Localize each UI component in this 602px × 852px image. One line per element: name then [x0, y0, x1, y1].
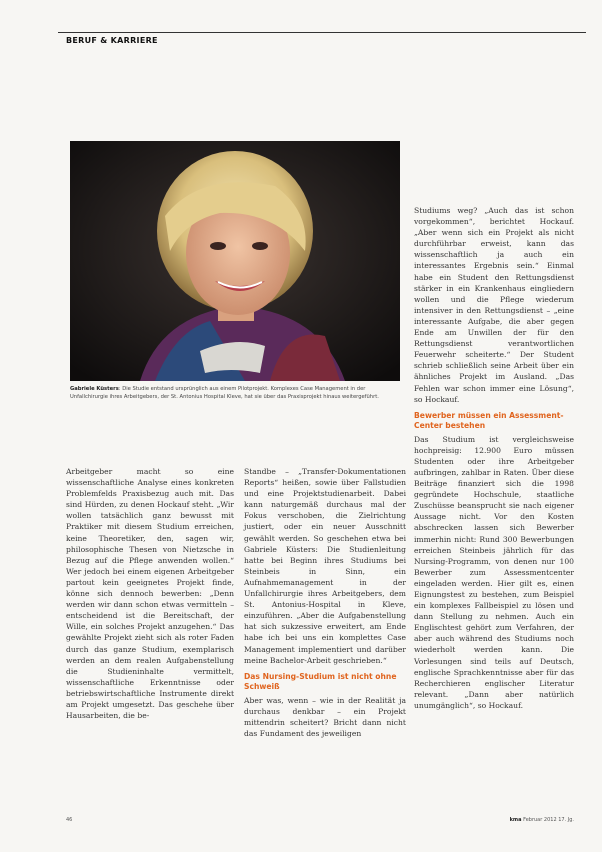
- right-paragraph: Studiums weg? „Auch das ist schon vorgekommen“, berichtet Hockauf. „Aber wenn sich ein Projekt als nicht durchführbar erweist, kann das wissenschaftlich ja auch ein interessantes Ergebnis sein.“ Einmal habe ein Student den Rettungsdienst stärker in ein Krankenhaus eingliedern wollen und die Pflege wiederum intensiver in den Rettungsdienst – „eine interessante Aufgabe, die aber gegen Ende am Unwillen der für den Rettungsdienst verantwortlichen Feuerwehr scheiterte.“ Der Student schrieb schließlich seine Arbeit über ein ähnliches Projekt im Ausland. „Das Fehlen war schon immer eine Lösung“, so Hockauf.: [414, 206, 574, 404]
- volume-label: 17. Jg.: [558, 817, 574, 823]
- middle-paragraph: Standbe – „Transfer-Dokumentationen Reports“ heißen, sowie über Fallstudien und eine Projektstudienarbeit. Dabei kann naturgemäß durchaus mal der Fokus verschoben, die Zielrichtung justiert, oder ein neuer Ausschnitt gewählt werden. So geschehen etwa bei Gabriele Küsters: Die Studienleitung hatte bei Beginn ihres Studiums bei Steinbeis in Sinn, ein Aufnahmemanagement in der Unfallchirurgie ihres Arbeitgebers, dem St. Antonius-Hospital in Kleve, einzuführen. „Aber die Aufgabenstellung hat sich sukzessive erweitert, am Ende habe ich bei uns ein komplettes Case Management implementiert und darüber meine Bachelor-Arbeit geschrieben.“: [244, 467, 406, 665]
- middle-paragraph-2: Aber was, wenn – wie in der Realität ja durchaus denkbar – ein Projekt mittendrin scheitert? Bricht dann nicht das Fundament des jeweiligen: [244, 695, 406, 738]
- left-paragraph: Arbeitgeber macht so eine wissenschaftliche Analyse eines konkreten Problemfelds Praxisbezug auch mit. Das sind Hürden, zu denen Hockauf steht. „Wir wollen tatsächlich ganz bewusst mit Praktiker mit diesem Studium erreichen, keine Theoretiker, den, sagen wir, philosophische Thesen von Nietzsche in Bezug auf die Pflege anwenden wollen.“ Wer jedoch bei einem eigenen Arbeitgeber partout kein geeignetes Projekt finde, könne sich dennoch bewerben: „Denn werden wir dann schon etwas vermitteln – entscheidend ist die Bereitschaft, der Wille, ein solches Projekt anzugehen.“ Das gewählte Projekt zieht sich als roter Faden durch das ganze Studium, exemplarisch werden an dem realen Aufgabenstellung die Studieninhalte vermittelt, wissenschaftliche Erkenntnisse oder betriebswirtschaftliche Instrumente direkt am Projekt umgesetzt. Das geschehe über Hausarbeiten, die be-: [66, 467, 234, 721]
- portrait-illustration: [70, 141, 400, 381]
- page-number: 46: [66, 817, 73, 823]
- footer-magazine-info: [510, 817, 574, 823]
- middle-subhead: Das Nursing-Studium ist nicht ohne Schweiß: [244, 671, 397, 692]
- portrait-photo: [70, 141, 400, 381]
- right-paragraph-2: Das Studium ist vergleichsweise hochpreisig: 12.900 Euro müssen Studenten oder ihre Arbeitgeber aufbringen, zahlbar in Raten. Über diese Beiträge finanziert sich die 1998 gegründete Hochschule, staatliche Zuschüsse beansprucht sie nach eigener Aussage nicht. Vor den Kosten abschrecken lassen sich Bewerber immerhin nicht: Rund 300 Bewerbungen erreichen Steinbeis jährlich für das Nursing-Programm, von denen nur 100 Bewerber zum Assessmentcenter eingeladen werden. Hier gilt es, einen Eignungstest zu bestehen, zum Beispiel ein komplexes Fallbeispiel zu lösen und dann Stellung zu nehmen. Auch ein Englischtest gehört zum Verfahren, der aber auch während des Studiums noch wiederholt werden kann. Die Vorlesungen sind teils auf Deutsch, englische Sprachkenntnisse aber für das Recherchieren englischer Literatur relevant. „Dann aber natürlich unumgänglich“, so Hockauf.: [414, 434, 574, 710]
- header-rule: [58, 32, 586, 33]
- magazine-name: kma: [509, 817, 522, 823]
- section-label: BERUF & KARRIERE: [66, 36, 158, 45]
- left-column: [66, 466, 234, 721]
- right-subhead: Bewerber müssen ein Assessment-Center bestehen: [414, 410, 564, 431]
- caption-name: Gabriele Küsters: [70, 386, 119, 392]
- caption-text: Die Studie entstand ursprünglich aus einem Pilotprojekt. Komplexes Case Management in der Unfallchirurgie ihres Arbeitgebers, der St. Antonius Hospital Kleve, hat sie über das Praxisprojekt hinaus weitergeführt.: [70, 386, 379, 400]
- right-column: [414, 205, 574, 711]
- middle-column: [244, 466, 406, 739]
- photo-caption: Gabriele Küsters: Die Studie entstand ursprünglich aus einem Pilotprojekt. Komplexes Case Management in der Unfallchirurgie ihres Arbeitgebers, der St. Antonius Hospital Kleve, hat sie über das Praxisprojekt hinaus weitergeführt.: [70, 386, 379, 400]
- issue-label: Februar 2012: [523, 817, 557, 823]
